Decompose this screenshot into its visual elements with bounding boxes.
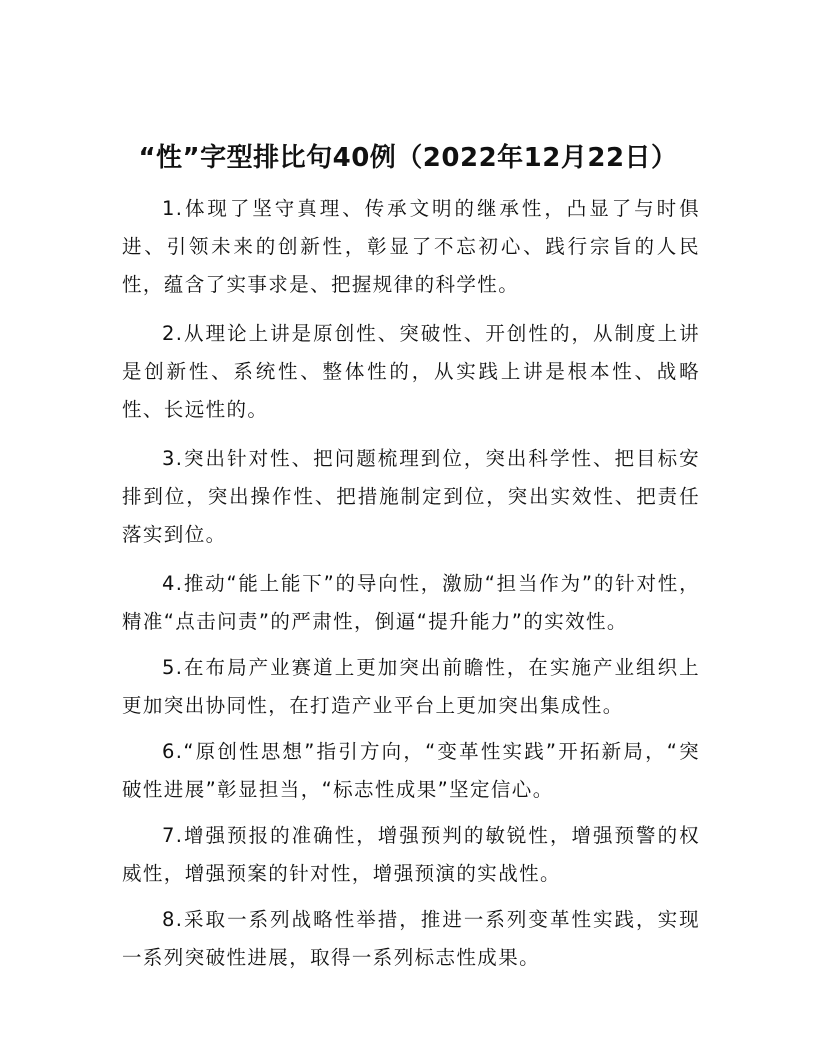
document-title: “性”字型排比句40例（2022年12月22日）	[138, 143, 678, 173]
document-body	[122, 190, 700, 985]
paragraph-6: 6.“原创性思想”指引方向，“变革性实践”开拓新局，“突破性进展”彰显担当，“标志性成果”坚定信心。	[122, 740, 700, 801]
paragraph-7: 7.增强预报的准确性，增强预判的敏锐性，增强预警的权威性，增强预案的针对性，增强预演的实战性。	[122, 824, 700, 885]
paragraph-5: 5.在布局产业赛道上更加突出前瞻性，在实施产业组织上更加突出协同性，在打造产业平台上更加突出集成性。	[122, 656, 700, 717]
paragraph-3: 3.突出针对性、把问题梳理到位，突出科学性、把目标安排到位，突出操作性、把措施制定到位，突出实效性、把责任落实到位。	[122, 447, 700, 546]
paragraph-1: 1.体现了坚守真理、传承文明的继承性，凸显了与时俱进、引领未来的创新性，彰显了不忘初心、践行宗旨的人民性，蕴含了实事求是、把握规律的科学性。	[122, 197, 700, 296]
paragraph-8: 8.采取一系列战略性举措，推进一系列变革性实践，实现一系列突破性进展，取得一系列标志性成果。	[122, 908, 700, 969]
paragraph-4: 4.推动“能上能下”的导向性，激励“担当作为”的针对性，精准“点击问责”的严肃性，倒逼“提升能力”的实效性。	[122, 572, 700, 633]
paragraph-2: 2.从理论上讲是原创性、突破性、开创性的，从制度上讲是创新性、系统性、整体性的，从实践上讲是根本性、战略性、长远性的。	[122, 322, 700, 421]
